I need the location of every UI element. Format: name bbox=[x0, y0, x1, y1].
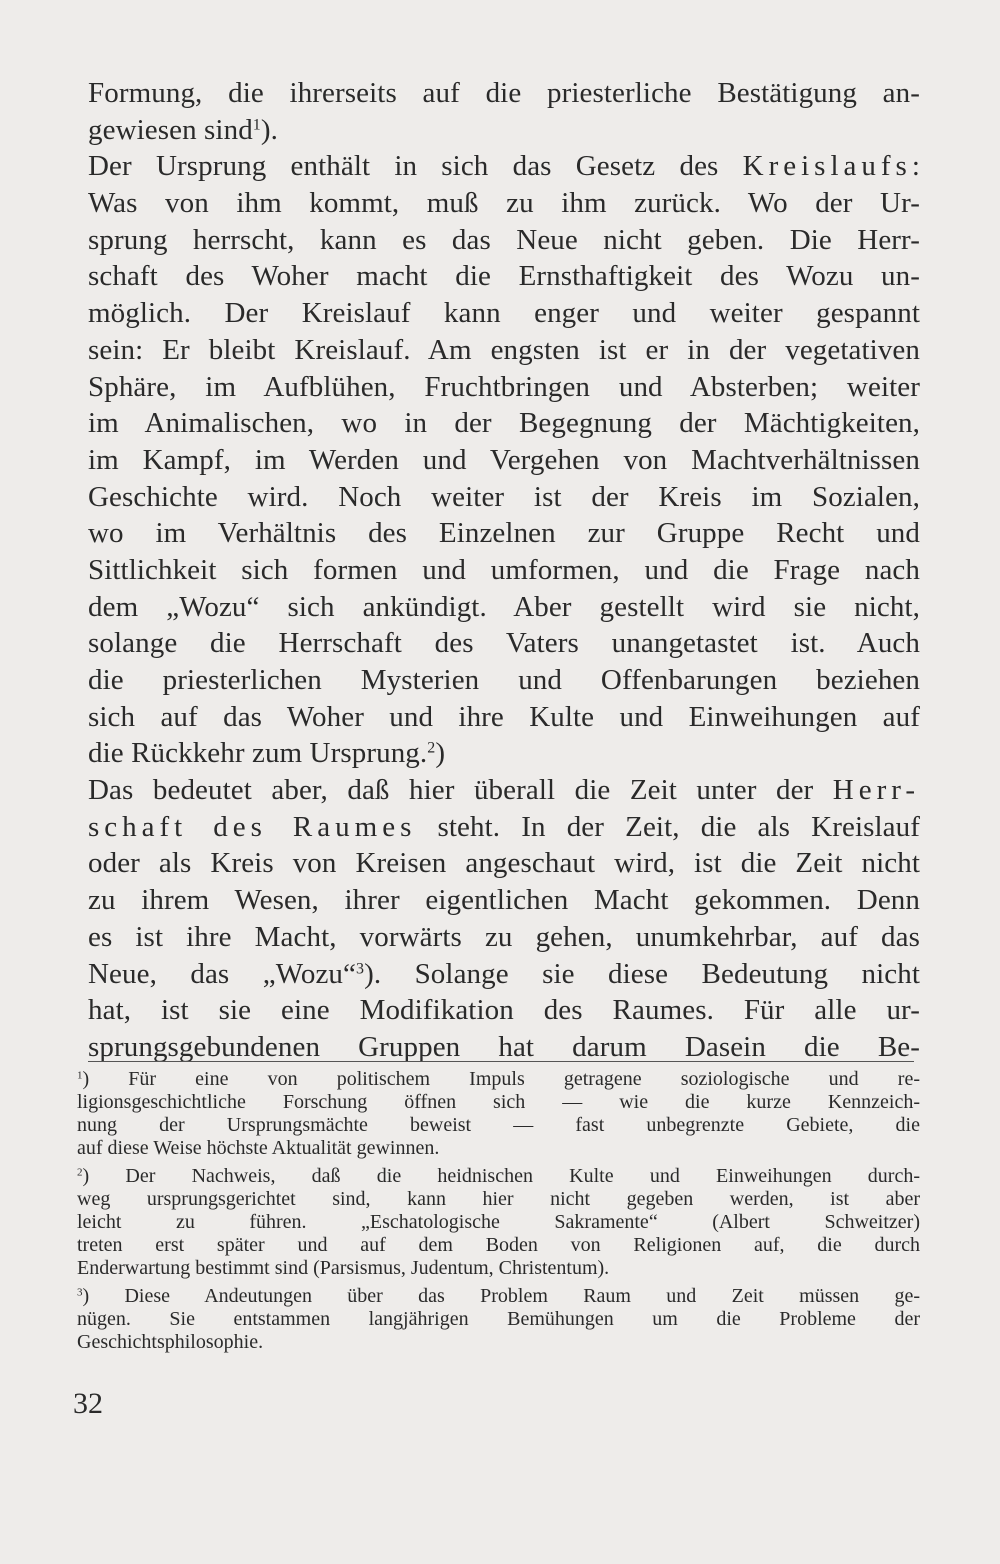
footnote-divider bbox=[88, 1061, 914, 1062]
body-line-text: Geschichte wird. Noch weiter ist der Kreis im Sozialen, bbox=[88, 480, 920, 513]
emphasized-term: schaft des Raumes bbox=[88, 810, 417, 843]
body-line bbox=[88, 515, 920, 552]
body-line bbox=[88, 185, 920, 222]
body-line-text: dem „Wozu“ sich ankündigt. Aber gestellt wird sie nicht, bbox=[88, 590, 920, 623]
footnote-line: nügen. Sie entstammen langjährigen Bemühungen um die Probleme der bbox=[77, 1308, 920, 1330]
body-line-text: solange die Herrschaft des Vaters unangetastet ist. Auch bbox=[88, 627, 920, 660]
emphasized-term: Herr- bbox=[832, 774, 920, 807]
footnote-3 bbox=[77, 1285, 920, 1354]
body-line-text: sprungsgebundenen Gruppen hat darum Dasein die Be- bbox=[88, 1030, 920, 1063]
footnote-text: ) Der Nachweis, daß die heidnischen Kulte und Einweihungen durch- bbox=[82, 1165, 920, 1187]
body-line bbox=[88, 772, 920, 809]
body-line-text: zu ihrem Wesen, ihrer eigentlichen Macht gekommen. Denn bbox=[88, 884, 920, 917]
body-line bbox=[88, 369, 920, 406]
body-line-text: im Animalischen, wo in der Begegnung der Mächtigkeiten, bbox=[88, 407, 920, 440]
body-line bbox=[88, 148, 920, 185]
body-line-text: ) bbox=[435, 737, 446, 770]
body-line-text: Formung, die ihrerseits auf die priesterliche Bestätigung an- bbox=[88, 77, 920, 109]
body-line bbox=[88, 332, 920, 369]
footnote-ref: 1 bbox=[252, 116, 261, 134]
footnote-text: ) Für eine von politischem Impuls getragene soziologische und re- bbox=[82, 1068, 920, 1090]
body-line-text: Der Ursprung enthält in sich das Gesetz des bbox=[88, 150, 743, 183]
body-line bbox=[88, 589, 920, 626]
body-line-text: sprung herrscht, kann es das Neue nicht geben. Die Herr- bbox=[88, 223, 920, 256]
body-line bbox=[88, 809, 920, 846]
footnote-line: ligionsgeschichtliche Forschung öffnen sich — wie die kurze Kennzeich- bbox=[77, 1091, 920, 1113]
body-line-text: hat, ist sie eine Modifikation des Raumes. Für alle ur- bbox=[88, 994, 920, 1027]
footnote-marker: 3 bbox=[77, 1286, 83, 1299]
footnote-line: leicht zu führen. „Eschatologische Sakramente“ (Albert Schweitzer) bbox=[77, 1211, 920, 1233]
body-line bbox=[88, 405, 920, 442]
footnote-line: treten erst später und auf dem Boden von Religionen auf, die durch bbox=[77, 1234, 920, 1256]
body-line-text: ). bbox=[260, 113, 278, 146]
body-line-text: Was von ihm kommt, muß zu ihm zurück. Wo der Ur- bbox=[88, 187, 920, 220]
body-line-text: schaft des Woher macht die Ernsthaftigkeit des Wozu un- bbox=[88, 260, 920, 293]
body-line-text: Das bedeutet aber, daß hier überall die Zeit unter der bbox=[88, 774, 833, 807]
body-line bbox=[88, 442, 920, 479]
footnote-1 bbox=[77, 1068, 920, 1160]
body-line-text: Sphäre, im Aufblühen, Fruchtbringen und Absterben; weiter bbox=[88, 370, 920, 403]
footnote-line: nung der Ursprungsmächte beweist — fast unbegrenzte Gebiete, die bbox=[77, 1114, 920, 1136]
body-line bbox=[88, 735, 920, 772]
body-line-text: möglich. Der Kreislauf kann enger und weiter gespannt bbox=[88, 297, 920, 330]
body-line-text: oder als Kreis von Kreisen angeschaut wird, ist die Zeit nicht bbox=[88, 847, 920, 880]
body-line bbox=[88, 625, 920, 662]
footnote-line bbox=[77, 1068, 920, 1091]
body-line-text: sich auf das Woher und ihre Kulte und Einweihungen auf bbox=[88, 700, 920, 733]
body-line-text: Sittlichkeit sich formen und umformen, und die Frage nach bbox=[88, 553, 920, 586]
body-line bbox=[88, 845, 920, 882]
body-line bbox=[88, 479, 920, 516]
footnote-2 bbox=[77, 1165, 920, 1280]
footnote-line bbox=[77, 1165, 920, 1188]
emphasized-term: Kreislaufs bbox=[742, 150, 912, 183]
footnote-ref: 2 bbox=[427, 739, 436, 757]
footnote-marker: 1 bbox=[77, 1069, 83, 1082]
body-line bbox=[88, 956, 920, 993]
footnote-line: weg ursprungsgerichtet sind, kann hier nicht gegeben werden, ist aber bbox=[77, 1188, 920, 1210]
body-line-text: im Kampf, im Werden und Vergehen von Machtverhältnissen bbox=[88, 443, 920, 476]
body-line bbox=[88, 258, 920, 295]
body-line bbox=[88, 112, 920, 149]
page-number: 32 bbox=[73, 1387, 103, 1420]
body-line-text: gewiesen sind bbox=[88, 113, 253, 146]
body-line bbox=[88, 919, 920, 956]
footnotes bbox=[77, 1068, 920, 1359]
footnote-line bbox=[77, 1285, 920, 1308]
body-line bbox=[88, 699, 920, 736]
footnote-line: auf diese Weise höchste Aktualität gewinnen. bbox=[77, 1137, 440, 1159]
body-line-text: die priesterlichen Mysterien und Offenbarungen beziehen bbox=[88, 664, 920, 696]
footnote-ref: 3 bbox=[355, 959, 365, 977]
body-line-text: wo im Verhältnis des Einzelnen zur Gruppe Recht und bbox=[88, 517, 920, 550]
body-line-text: sein: Er bleibt Kreislauf. Am engsten ist er in der vegetativen bbox=[88, 333, 920, 366]
body-line bbox=[88, 75, 920, 112]
body-line bbox=[88, 222, 920, 259]
body-line-text: es ist ihre Macht, vorwärts zu gehen, unumkehrbar, auf das bbox=[88, 920, 920, 953]
body-line-text: : bbox=[911, 150, 920, 183]
body-line-text: ). Solange sie diese Bedeutung nicht bbox=[364, 957, 920, 990]
body-line bbox=[88, 882, 920, 919]
body-line bbox=[88, 662, 920, 699]
footnote-line: Geschichtsphilosophie. bbox=[77, 1331, 264, 1353]
body-line bbox=[88, 992, 920, 1029]
footnote-line: Enderwartung bestimmt sind (Parsismus, Judentum, Christentum). bbox=[77, 1257, 610, 1279]
main-text-block bbox=[88, 75, 920, 1066]
body-line bbox=[88, 295, 920, 332]
body-line bbox=[88, 552, 920, 589]
footnote-text: ) Diese Andeutungen über das Problem Raum und Zeit müssen ge- bbox=[82, 1285, 920, 1307]
body-line-text: steht. In der Zeit, die als Kreislauf bbox=[416, 810, 920, 843]
footnote-marker: 2 bbox=[77, 1166, 83, 1179]
body-line-text: Neue, das „Wozu“ bbox=[88, 957, 356, 990]
body-line-text: die Rückkehr zum Ursprung. bbox=[88, 737, 428, 770]
